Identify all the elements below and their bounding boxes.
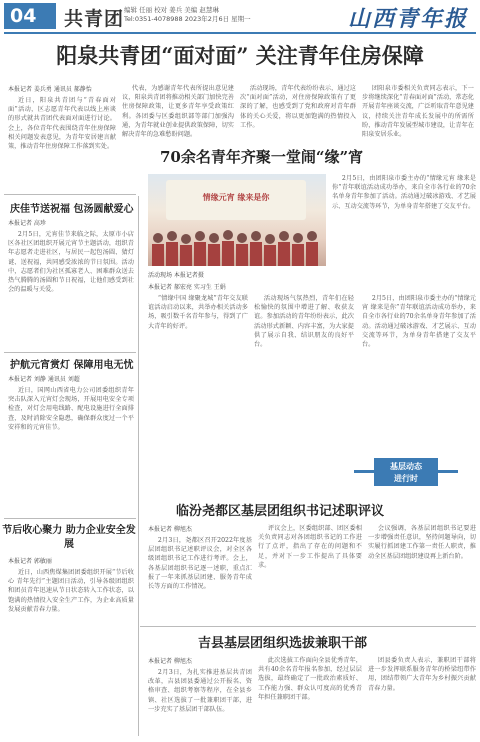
- left-article-3-text: 近日，山西焦煤集团团委组织开展“节后收心 青年先行”主题团日活动，引导各级团组织和团员青年迅速从节日状态转入工作状态，以饱满的热情投入安全生产工作，为企业高质量发展贡献青春力量。: [8, 569, 134, 613]
- section-title: 共青团: [64, 8, 125, 30]
- photo-crowd: [148, 220, 326, 266]
- lead-col-2-text: 代表，为感谢青年代表所提出意见建议，阳泉共青团将推动相关部门加快完善住房保障政策，让更多青年享受政策红利。各团委与区委组织部等部门加强沟通，为青年就业创业提供政策保障，切实解决青年的急难愁盼问题。: [122, 85, 234, 139]
- left-article-2-text: 近日，国网山西省电力公司团委组织青年突击队深入元宵灯会现场，开展用电安全专项检查，对灯会用电线路、配电设施进行全面排查，及时消除安全隐患，确保群众度过一个平安祥和的元宵佳节。: [8, 387, 134, 431]
- eval-col-2: [258, 524, 362, 622]
- eval-byline: 本报记者 柳旭杰: [148, 526, 192, 533]
- divider: [4, 352, 136, 353]
- divider: [140, 626, 476, 627]
- lead-col-1-text: 近日，阳泉共青团与“青春面对面”活动，区志愿青年代表以线上座谈的形式就共青团代表面对面进行讨论。会上，各位青年代表围绕青年住房保障相关问题发表意见，为青年安居建言献策，推动青年住房保障工作落到实处。: [8, 97, 116, 151]
- left-article-1-byline: 本报记者 高珍: [8, 220, 46, 227]
- left-article-3-title: 节后收心聚力 助力企业安全发展: [2, 525, 136, 550]
- section-badge-line-1: 基层动态: [390, 461, 422, 471]
- left-article-2-title: 护航元宵赏灯 保障用电无忧: [10, 360, 134, 371]
- lead-col-3-text: 活动现场，青年代表纷纷表示，通过这次“面对面”活动，对住房保障政策有了更深的了解，也感受到了党和政府对青年群体的关心关爱，将以更加饱满的热情投入工作。: [240, 85, 356, 129]
- feature-col-4-text: 2月5日，由团阳泉市委主办的“情缘元宵 缘来是你”青年联谊活动成功举办，来自全市各行业的70余名单身青年参加了活动。活动通过破冰游戏、才艺展示、互动交流等环节，为单身青年搭建了交友平台。: [362, 295, 476, 349]
- feature-col-1: [332, 174, 476, 274]
- page-header: [0, 0, 480, 36]
- left-article-1-text: 2月5日，元宵佳节来临之际，太原市小店区各社区团组织开展元宵节主题活动，组织青年志愿者走进社区，与居民一起包汤圆、猜灯谜、送祝福，共同感受浓浓的节日氛围。活动中，志愿者们为社区孤寡老人、困难群众送去热气腾腾的汤圆和节日祝福，让他们感受到社会的温暖与关爱。: [8, 231, 134, 294]
- feature-col-4: [362, 294, 476, 444]
- photo-stage-text: 情缘元宵 缘来是你: [202, 192, 270, 202]
- lead-byline: 本报记者 姜兵勇 通讯员 郝静怡: [8, 86, 92, 93]
- feature-col-3-text: 活动现场气氛热烈，青年们在轻松愉快的氛围中增进了解、收获友谊。参加活动的青年纷纷表示，此次活动形式新颖、内容丰富，为大家提供了展示自我、结识朋友的良好平台。: [254, 295, 354, 349]
- select-col-2: [258, 656, 362, 738]
- select-col-1: [148, 668, 252, 738]
- eval-col-3: [368, 524, 476, 622]
- feature-col-1-text: 2月5日，由团阳泉市委主办的“情缘元宵 缘来是你”青年联谊活动成功举办，来自全市各行业的70余名单身青年参加了活动。活动通过破冰游戏、才艺展示、互动交流等环节，为单身青年搭建了交友平台。: [332, 175, 476, 210]
- photo-stage: [166, 180, 306, 220]
- header-meta-contact: Tel:0351-4078988 2023年2月6日 星期一: [124, 15, 251, 23]
- feature-byline: 本报记者 郝宏亮 实习生 王娟: [148, 284, 226, 291]
- eval-col-2-text: 评议会上，区委组织部、团区委相关负责同志对各团组织书记的工作进行了点评，指出了存在的问题和不足，并对下一步工作提出了具体要求。: [258, 525, 362, 569]
- feature-photo-caption: 活动现场 本报记者摄: [148, 272, 204, 279]
- left-article-1-body: [8, 230, 134, 346]
- header-rule: [4, 32, 476, 34]
- section-badge-line-2: 进行时: [394, 473, 418, 483]
- select-col-1-text: 2月3日，为扎实推进基层共青团改革，吉县团县委通过公开报名、资格审查、组织考察等程序，在全县乡镇、社区选拔了一批兼职团干部，进一步充实了基层团干部队伍。: [148, 669, 252, 713]
- lead-headline: 阳泉共青团“面对面” 关注青年住房保障: [56, 43, 424, 68]
- column-divider: [138, 196, 139, 736]
- newspaper-masthead: 山西青年报: [347, 6, 468, 32]
- lead-col-4-text: 团阳泉市委相关负责同志表示，下一步将继续深化“青春面对面”活动，常态化开展青年座谈交流，广泛听取青年意见建议，持续关注青年成长发展中的所需所盼，推动青年发展型城市建设，让青年在阳泉安居乐业。: [362, 85, 474, 139]
- eval-headline: 临汾尧都区基层团组织书记述职评议: [176, 504, 385, 519]
- select-headline: 吉县基层团组织选拔兼职干部: [198, 636, 368, 651]
- select-byline: 本报记者 柳旭杰: [148, 658, 192, 665]
- feature-col-3: [254, 294, 354, 444]
- feature-photo: [148, 174, 326, 266]
- select-col-3: [368, 656, 476, 738]
- eval-col-1: [148, 536, 252, 622]
- feature-col-2-text: “情缘中国 缘聚龙城”青年交友联谊活动启动以来，共举办相关活动多场，吸引数千名青年参与，得到了广大青年的好评。: [148, 295, 248, 330]
- divider: [4, 518, 136, 519]
- lead-col-1: [8, 96, 116, 192]
- divider: [4, 194, 136, 195]
- left-article-3-body: [8, 568, 134, 736]
- left-article-1-title: 庆佳节送祝福 包汤圆献爱心: [10, 204, 134, 215]
- select-col-2-text: 此次选拔工作面向全县优秀青年，共有40余名青年报名参加，经过层层选拔，最终确定了一批政治素质好、工作能力强、群众认可度高的优秀青年担任兼职团干部。: [258, 657, 362, 701]
- section-badge: [374, 458, 438, 486]
- eval-col-3-text: 会议强调，各基层团组织书记要进一步增强责任意识，坚持问题导向，切实履行抓团建工作第一责任人职责，推动全区基层团组织建设再上新台阶。: [368, 525, 476, 560]
- left-article-2-byline: 本报记者 刘静 通讯员 刘超: [8, 376, 80, 383]
- header-meta-editors: 编辑 任丽 校对 姜兵 美编 赵慧琳: [124, 6, 219, 14]
- feature-col-2: [148, 294, 248, 444]
- select-col-3-text: 团县委负责人表示，兼职团干部将进一步发挥联系服务青年的桥梁纽带作用，团结带领广大青年为乡村振兴贡献青春力量。: [368, 657, 476, 692]
- eval-col-1-text: 2月3日，尧都区召开2022年度基层团组织书记述职评议会，对全区各级团组织书记工作进行考评。会上，各基层团组织书记逐一述职，重点汇报了一年来抓基层团建、服务青年成长等方面的工作情况。: [148, 537, 252, 591]
- left-article-2-body: [8, 386, 134, 512]
- left-article-3-byline: 本报记者 郭敏丽: [8, 558, 52, 565]
- header-meta: [124, 6, 251, 24]
- feature-headline: 70余名青年齐聚一堂闹“缘”宵: [160, 148, 364, 166]
- page-number: 04: [4, 3, 56, 29]
